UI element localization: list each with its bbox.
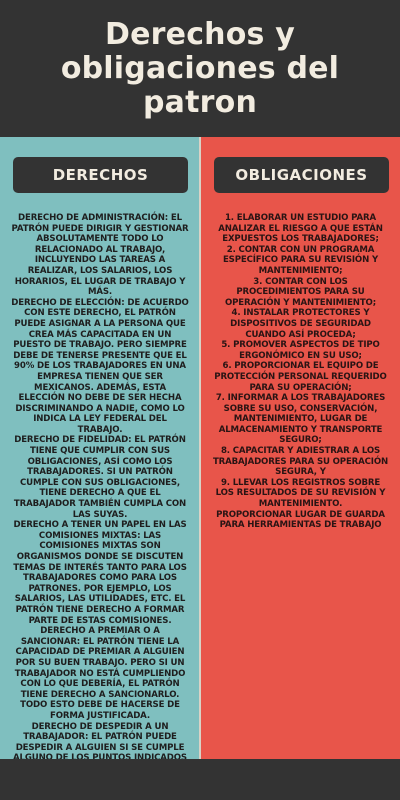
derechos-panel (0, 137, 200, 759)
obligaciones-text: 1. ELABORAR UN ESTUDIO PARA ANALIZAR EL RIESGO A QUE ESTÁN EXPUESTOS LOS TRABAJADORES; 2. CONTAR CON UN PROGRAMA ESPECÍFICO PARA SU REVISIÓN Y MANTENIMIENTO; 3. CONTAR CON LOS PROCEDIMIENTOS PARA SU OPERACIÓN Y MANTENIMIENTO; 4. INSTALAR PROTECTORES Y DISPOSITIVOS DE SEGURIDAD CUANDO ASÍ PROCEDA; 5. PROMOVER ASPECTOS DE TIPO ERGONÓMICO EN SU USO; 6. PROPORCIONAR EL EQUIPO DE PROTECCIÓN PERSONAL REQUERIDO PARA SU OPERACIÓN; 7. INFORMAR A LOS TRABAJADORES SOBRE SU USO, CONSERVACIÓN, MANTENIMIENTO, LUGAR DE ALMACENAMIENTO Y TRANSPORTE SEGURO; 8. CAPACITAR Y ADIESTRAR A LOS TRABAJADORES PARA SU OPERACIÓN SEGURA, Y 9. LLEVAR LOS REGISTROS SOBRE LOS RESULTADOS DE SU REVISIÓN Y MANTENIMIENTO. PROPORCIONAR LUGAR DE GUARDA PARA HERRAMIENTAS DE TRABAJO (212, 213, 389, 531)
header (0, 0, 400, 137)
footer-bar (0, 759, 400, 800)
obligaciones-heading: OBLIGACIONES (214, 157, 389, 193)
derechos-heading: DERECHOS (13, 157, 188, 193)
derechos-text: DERECHO DE ADMINISTRACIÓN: EL PATRÓN PUEDE DIRIGIR Y GESTIONAR ABSOLUTAMENTE TODO LO RELACIONADO AL TRABAJO, INCLUYENDO LAS TAREAS A REALIZAR, LOS SALARIOS, LOS HORARIOS, EL LUGAR DE TRABAJO Y MÁS. DERECHO DE ELECCIÓN: DE ACUERDO CON ESTE DERECHO, EL PATRÓN PUEDE ASIGNAR A LA PERSONA QUE CREA MÁS CAPACITADA EN UN PUESTO DE TRABAJO. PERO SIEMPRE DEBE DE TENERSE PRESENTE QUE EL 90% DE LOS TRABAJADORES EN UNA EMPRESA TIENEN QUE SER MEXICANOS. ADEMÁS, ESTA ELECCIÓN NO DEBE DE SER HECHA DISCRIMINANDO A NADIE, COMO LO INDICA LA LEY FEDERAL DEL TRABAJO. DERECHO DE FIDELIDAD: EL PATRÓN TIENE QUE CUMPLIR CON SUS OBLIGACIONES, ASÍ COMO LOS TRABAJADORES. SI UN PATRÓN CUMPLE CON SUS OBLIGACIONES, TIENE DERECHO A QUE EL TRABAJADOR TAMBIÉN CUMPLA CON LAS SUYAS. DERECHO A TENER UN PAPEL EN LAS COMISIONES MIXTAS: LAS COMISIONES MIXTAS SON ORGANISMOS DONDE SE DISCUTEN TEMAS DE INTERÉS TANTO PARA LOS TRABAJADORES COMO PARA LOS PATRONES. POR EJEMPLO, LOS SALARIOS, LAS UTILIDADES, ETC. EL PATRÓN TIENE DERECHO A FORMAR PARTE DE ESTAS COMISIONES. DERECHO A PREMIAR O A SANCIONAR: EL PATRÓN TIENE LA CAPACIDAD DE PREMIAR A ALGUIEN POR SU BUEN TRABAJO. PERO SI UN TRABAJADOR NO ESTÁ CUMPLIENDO CON LO QUE DEBERÍA, EL PATRÓN TIENE DERECHO A SANCIONARLO. TODO ESTO DEBE DE HACERSE DE FORMA JUSTIFICADA. DERECHO DE DESPEDIR A UN TRABAJADOR: EL PATRÓN PUEDE DESPEDIR A ALGUIEN SI SE CUMPLE (11, 213, 189, 753)
obligaciones-panel (201, 137, 400, 759)
page-title: Derechos y obligaciones del patron (60, 16, 340, 120)
